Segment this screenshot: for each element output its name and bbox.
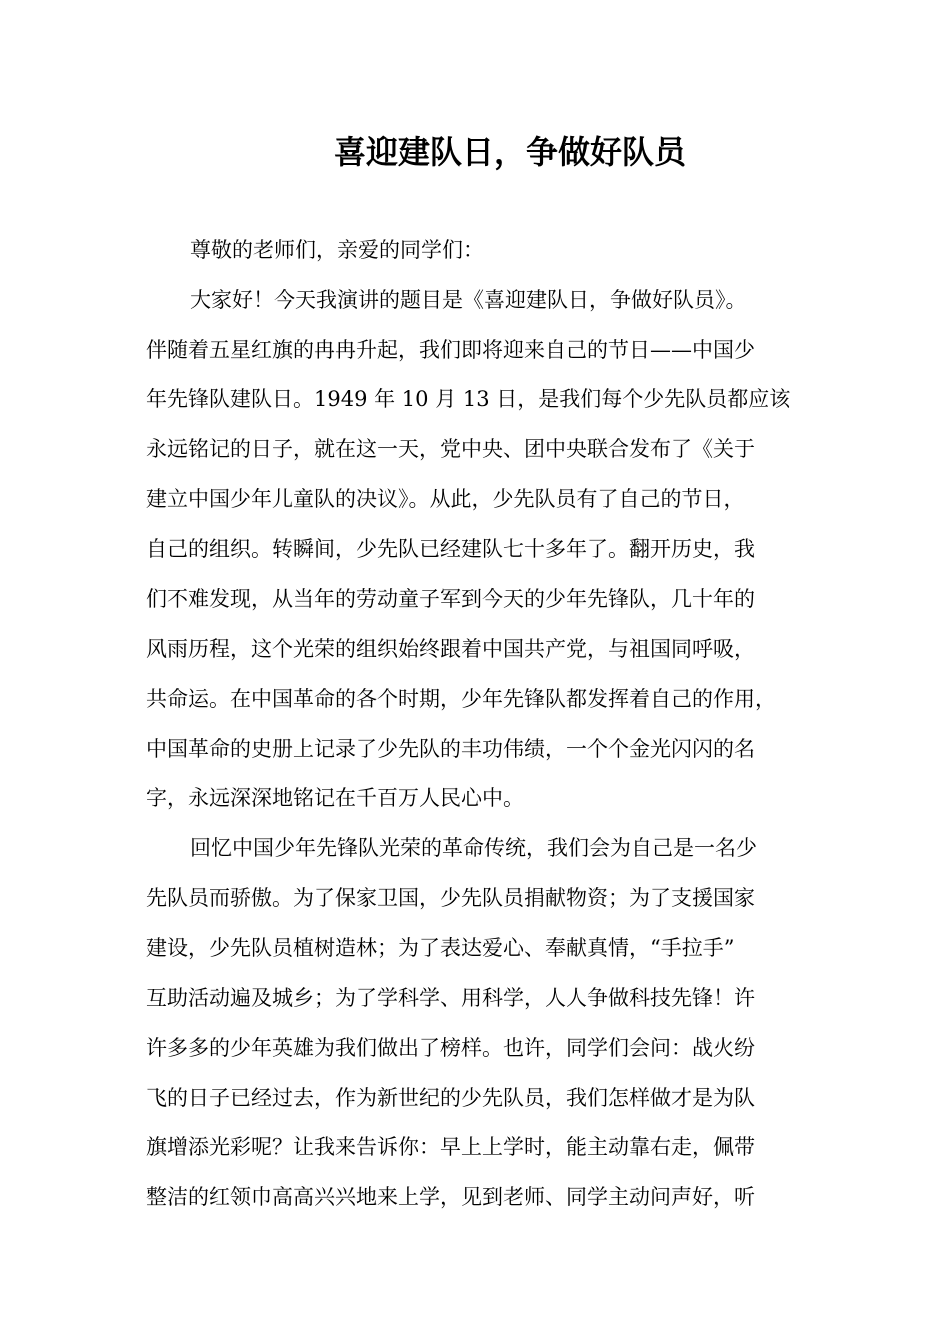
text-line: 伴随着五星红旗的冉冉升起，我们即将迎来自己的节日——中国少 <box>146 338 755 362</box>
text-line: 互助活动遍及城乡；为了学科学、用科学，人人争做科技先锋！许 <box>146 986 755 1010</box>
text-line: 整洁的红领巾高高兴兴地来上学，见到老师、同学主动问声好，听 <box>146 1185 755 1209</box>
text-line: 飞的日子已经过去，作为新世纪的少先队员，我们怎样做才是为队 <box>146 1086 755 1110</box>
greeting-line: 尊敬的老师们，亲爱的同学们： <box>190 238 484 262</box>
text-line: 回忆中国少年先锋队光荣的革命传统，我们会为自己是一名少 <box>190 836 757 860</box>
text-line: 先队员而骄傲。为了保家卫国，少先队员捐献物资；为了支援国家 <box>146 886 755 910</box>
text-line: 永远铭记的日子，就在这一天，党中央、团中央联合发布了《关于 <box>146 437 755 461</box>
text-line: 许多多的少年英雄为我们做出了榜样。也许，同学们会问：战火纷 <box>146 1036 755 1060</box>
text-line: 旗增添光彩呢？让我来告诉你：早上上学时，能主动靠右走，佩带 <box>146 1135 755 1159</box>
text-line: 字，永远深深地铭记在千百万人民心中。 <box>146 786 524 810</box>
text-line: 自己的组织。转瞬间，少先队已经建队七十多年了。翻开历史，我 <box>146 537 755 561</box>
text-line: 建设，少先队员植树造林；为了表达爱心、奉献真情，“手拉手” <box>146 936 735 960</box>
text-line: 建立中国少年儿童队的决议》。从此，少先队员有了自己的节日， <box>146 487 745 511</box>
text-line: 中国革命的史册上记录了少先队的丰功伟绩，一个个金光闪闪的名 <box>146 737 755 761</box>
document-title: 喜迎建队日，争做好队员 <box>333 133 686 171</box>
text-line: 共命运。在中国革命的各个时期，少年先锋队都发挥着自己的作用， <box>146 687 776 711</box>
text-line: 大家好！今天我演讲的题目是《喜迎建队日，争做好队员》。 <box>190 288 747 312</box>
text-line: 们不难发现，从当年的劳动童子军到今天的少年先锋队，几十年的 <box>146 587 755 611</box>
text-line: 年先锋队建队日。1949 年 10 月 13 日，是我们每个少先队员都应该 <box>146 387 791 411</box>
text-line: 风雨历程，这个光荣的组织始终跟着中国共产党，与祖国同呼吸， <box>146 637 755 661</box>
